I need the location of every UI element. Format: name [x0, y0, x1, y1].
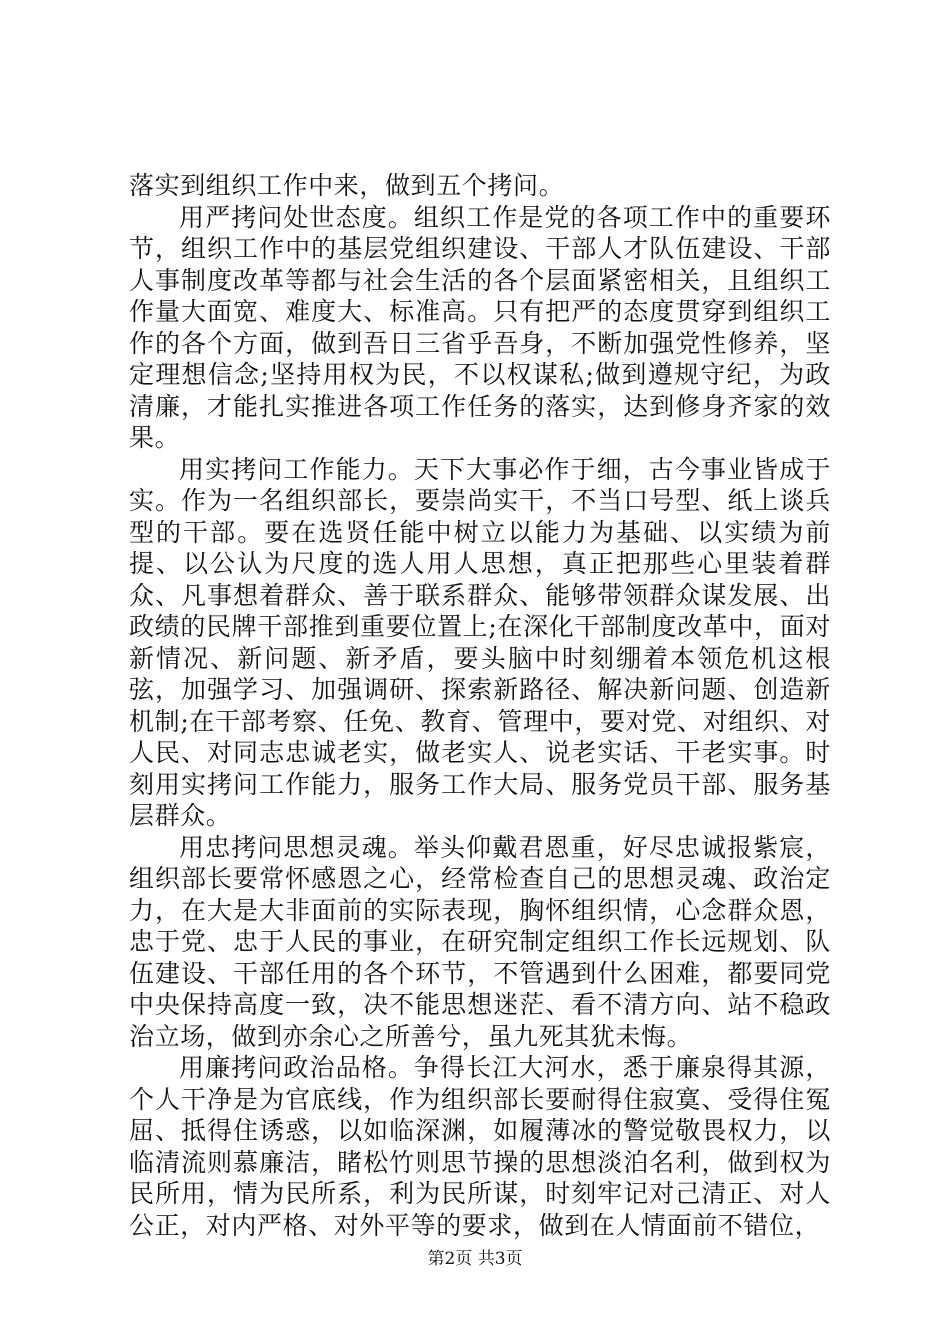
paragraph-loyalty: 用忠拷问思想灵魂。举头仰戴君恩重，好尽忠诚报紫宸，组织部长要常怀感恩之心，经常检查自己的思想灵魂、政治定力，在大是大非面前的实际表现，胸怀组织情，心念群众恩，忠于党、忠于人民的事业，在研究制定组织工作长远规划、队伍建设、干部任用的各个环节，不管遇到什么困难，都要同党中央保持高度一致，决不能思想迷茫、看不清方向、站不稳政治立场，做到亦余心之所善兮，虽九死其犹未悔。 [129, 832, 831, 1051]
paragraph-strict: 用严拷问处世态度。组织工作是党的各项工作中的重要环节，组织工作中的基层党组织建设、干部人才队伍建设、干部人事制度改革等都与社会生活的各个层面紧密相关，且组织工作量大面宽、难度大、标准高。只有把严的态度贯穿到组织工作的各个方面，做到吾日三省乎吾身，不断加强党性修养，坚定理想信念;坚持用权为民，不以权谋私;做到遵规守纪，为政清廉，才能扎实推进各项工作任务的落实，达到修身齐家的效果。 [129, 202, 831, 452]
document-body [129, 170, 831, 1241]
paragraph-integrity: 用廉拷问政治品格。争得长江大河水，悉于廉泉得其源，个人干净是为官底线，作为组织部长要耐得住寂寞、受得住冤屈、抵得住诱惑，以如临深渊，如履薄冰的警觉敬畏权力，以临清流则慕廉洁，睹松竹则思节操的思想淡泊名利，做到权为民所用，情为民所系，利为民所谋，时刻牢记对己清正、对人公正，对内严格、对外平等的要求，做到在人情面前不错位， [129, 1053, 831, 1240]
paragraph-practical: 用实拷问工作能力。天下大事必作于细，古今事业皆成于实。作为一名组织部长，要崇尚实干，不当口号型、纸上谈兵型的干部。要在选贤任能中树立以能力为基础、以实绩为前提、以公认为尺度的选人用人思想，真正把那些心里装着群众、凡事想着群众、善于联系群众、能够带领群众谋发展、出政绩的民牌干部推到重要位置上;在深化干部制度改革中，面对新情况、新问题、新矛盾，要头脑中时刻绷着本领危机这根弦，加强学习、加强调研、探索新路径、解决新问题、创造新机制;在干部考察、任免、教育、管理中，要对党、对组织、对人民、对同志忠诚老实，做老实人、说老实话、干老实事。时刻用实拷问工作能力，服务工作大局、服务党员干部、服务基层群众。 [129, 454, 831, 830]
page-footer: 第2页 共3页 [427, 1249, 523, 1269]
paragraph-continuation: 落实到组织工作中来，做到五个拷问。 [129, 171, 565, 200]
